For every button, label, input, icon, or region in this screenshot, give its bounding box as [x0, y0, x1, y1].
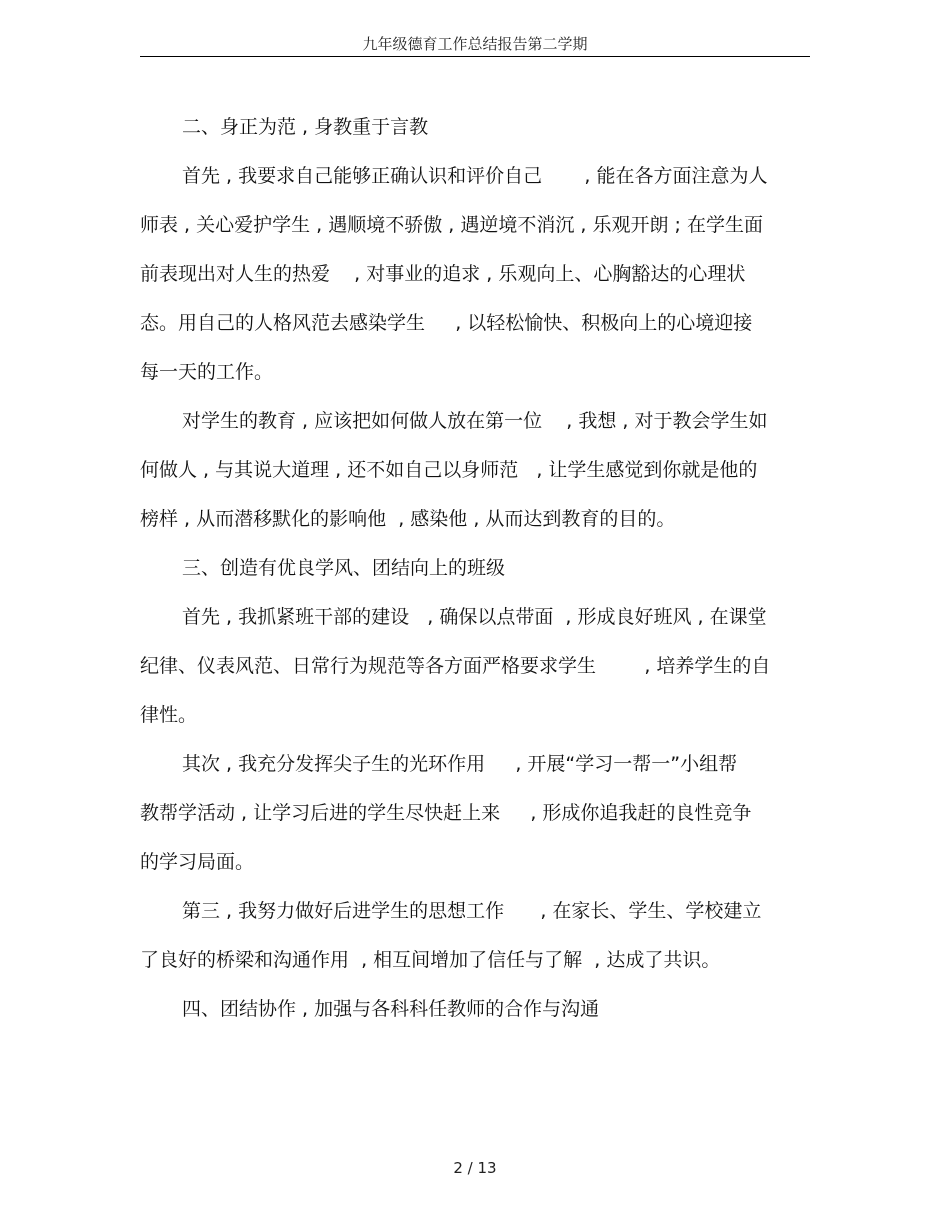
section-heading-4: 四、团结协作 , 加强与各科科任教师的合作与沟通 [182, 998, 600, 1020]
section-heading-3: 三、创造有优良学风、团结向上的班级 [182, 557, 506, 579]
paragraph-line: 前表现出对人生的热爱 , 对事业的追求 , 乐观向上、心胸豁达的心理状 [140, 263, 746, 285]
paragraph-line: 的学习局面。 [140, 851, 255, 873]
section-heading-2: 二、身正为范 , 身教重于言教 [182, 116, 429, 138]
paragraph-line: 态。用自己的人格风范去感染学生 , 以轻松愉快、积极向上的心境迎接 [140, 312, 753, 334]
paragraph-line: 首先 , 我要求自己能够正确认识和评价自己 , 能在各方面注意为人 [182, 165, 768, 187]
paragraph-line: 每一天的工作。 [140, 361, 274, 383]
paragraph-line: 纪律、仪表风范、日常行为规范等各方面严格要求学生 , 培养学生的自 [140, 655, 771, 677]
paragraph-line: 榜样 , 从而潜移默化的影响他 , 感染他 , 从而达到教育的目的。 [140, 508, 676, 530]
paragraph-line: 师表 , 关心爱护学生 , 遇顺境不骄傲 , 遇逆境不消沉 , 乐观开朗 ; 在学生面 [140, 214, 763, 236]
paragraph-line: 教帮学活动 , 让学习后进的学生尽快赶上来 , 形成你追我赶的良性竞争 [140, 802, 752, 824]
page-number: 2 / 13 [453, 1159, 497, 1177]
paragraph-line: 对学生的教育 , 应该把如何做人放在第一位 , 我想 , 对于教会学生如 [182, 410, 768, 432]
paragraph-line: 了良好的桥梁和沟通作用 , 相互间增加了信任与了解 , 达成了共识。 [140, 949, 721, 971]
paragraph-line: 第三 , 我努力做好后进学生的思想工作 , 在家长、学生、学校建立 [182, 900, 762, 922]
paragraph-line: 何做人 , 与其说大道理 , 还不如自己以身师范 , 让学生感觉到你就是他的 [140, 459, 758, 481]
header-rule [140, 56, 810, 57]
paragraph-line: 首先 , 我抓紧班干部的建设 , 确保以点带面 , 形成良好班风 , 在课堂 [182, 606, 767, 628]
paragraph-line: 律性。 [140, 704, 198, 726]
page-header: 九年级德育工作总结报告第二学期 [362, 35, 588, 53]
paragraph-line: 其次 , 我充分发挥尖子生的光环作用 , 开展“学习一帮一”小组帮 [182, 753, 738, 775]
